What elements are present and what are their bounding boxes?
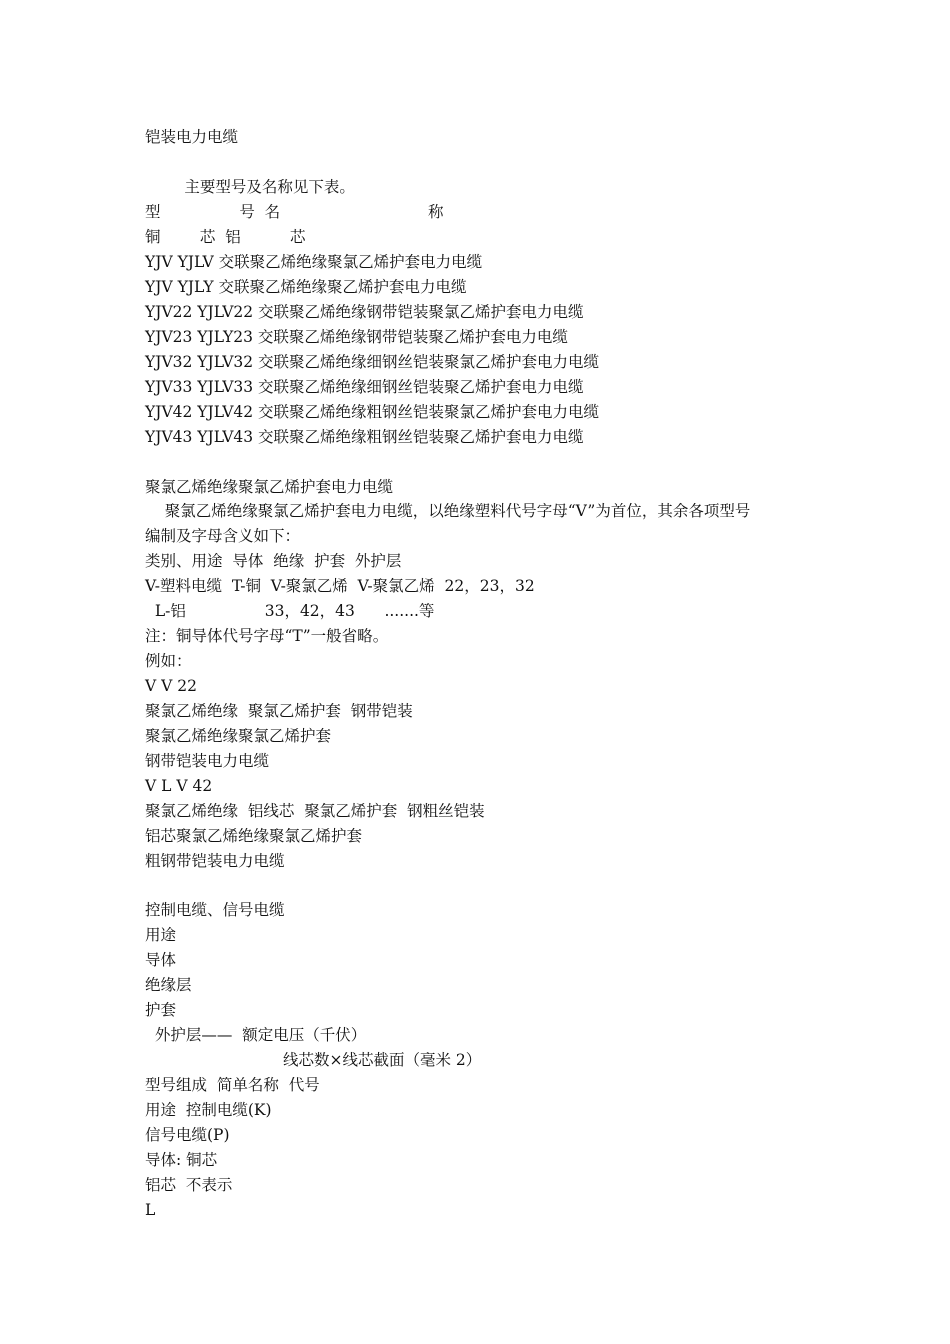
text-line: 导体 [145,951,177,969]
doc-title: 铠装电力电缆 [145,128,239,146]
text-line: 例如： [145,652,192,670]
text-line: 外护层—— 额定电压（千伏） [145,1026,367,1044]
text-line: 钢带铠装电力电缆 [145,752,270,770]
text-line: 型号组成 简单名称 代号 [145,1076,320,1094]
table-row: YJV23 YJLY23 交联聚乙烯绝缘钢带铠装聚乙烯护套电力电缆 [145,328,568,346]
text-line: 注：铜导体代号字母“T”一般省略。 [145,627,389,645]
text-line: V-塑料电缆 T-铜 V-聚氯乙烯 V-聚氯乙烯 22，23，32 [145,577,535,595]
section-heading: 控制电缆、信号电缆 [145,901,285,919]
table-row: YJV32 YJLV32 交联聚乙烯绝缘细钢丝铠装聚氯乙烯护套电力电缆 [145,353,600,371]
text-line: 聚氯乙烯绝缘聚氯乙烯护套电力电缆，以绝缘塑料代号字母“V”为首位，其余各项型号 [145,502,751,520]
table-header: 型 号 名 称 [145,203,444,221]
table-row: YJV43 YJLV43 交联聚乙烯绝缘粗钢丝铠装聚乙烯护套电力电缆 [145,428,584,446]
text-line: 导体: 铜芯 [145,1151,218,1169]
text-line: L-铝 33，42，43 .......等 [145,602,435,620]
text-line: 绝缘层 [145,976,192,994]
table-row: YJV22 YJLV22 交联聚乙烯绝缘钢带铠装聚氯乙烯护套电力电缆 [145,303,584,321]
table-row: YJV42 YJLV42 交联聚乙烯绝缘粗钢丝铠装聚氯乙烯护套电力电缆 [145,403,600,421]
text-line: L [145,1201,156,1219]
text-line: 主要型号及名称见下表。 [145,178,355,196]
text-line: 聚氯乙烯绝缘聚氯乙烯护套 [145,727,332,745]
text-line: 编制及字母含义如下： [145,527,301,545]
table-row: YJV YJLV 交联聚乙烯绝缘聚氯乙烯护套电力电缆 [145,253,483,271]
text-line: 用途 控制电缆(K) [145,1101,272,1119]
text-line: 线芯数×线芯截面（毫米 2） [145,1051,482,1069]
text-line: 聚氯乙烯绝缘 聚氯乙烯护套 钢带铠装 [145,702,413,720]
text-line: 用途 [145,926,177,944]
section-heading: 聚氯乙烯绝缘聚氯乙烯护套电力电缆 [145,478,394,496]
text-line: 聚氯乙烯绝缘 铝线芯 聚氯乙烯护套 钢粗丝铠装 [145,802,485,820]
text-line: 铝芯聚氯乙烯绝缘聚氯乙烯护套 [145,827,363,845]
text-line: 护套 [145,1001,177,1019]
text-line: 粗钢带铠装电力电缆 [145,852,285,870]
text-line: V L V 42 [145,777,213,795]
text-line: 信号电缆(P) [145,1126,230,1144]
table-subheader: 铜 芯 铝 芯 [145,228,306,246]
text-line: V V 22 [145,677,197,695]
text-line: 铝芯 不表示 [145,1176,233,1194]
text-line: 类别、用途 导体 绝缘 护套 外护层 [145,552,402,570]
table-row: YJV YJLY 交联聚乙烯绝缘聚乙烯护套电力电缆 [145,278,467,296]
table-row: YJV33 YJLV33 交联聚乙烯绝缘细钢丝铠装聚乙烯护套电力电缆 [145,378,584,396]
